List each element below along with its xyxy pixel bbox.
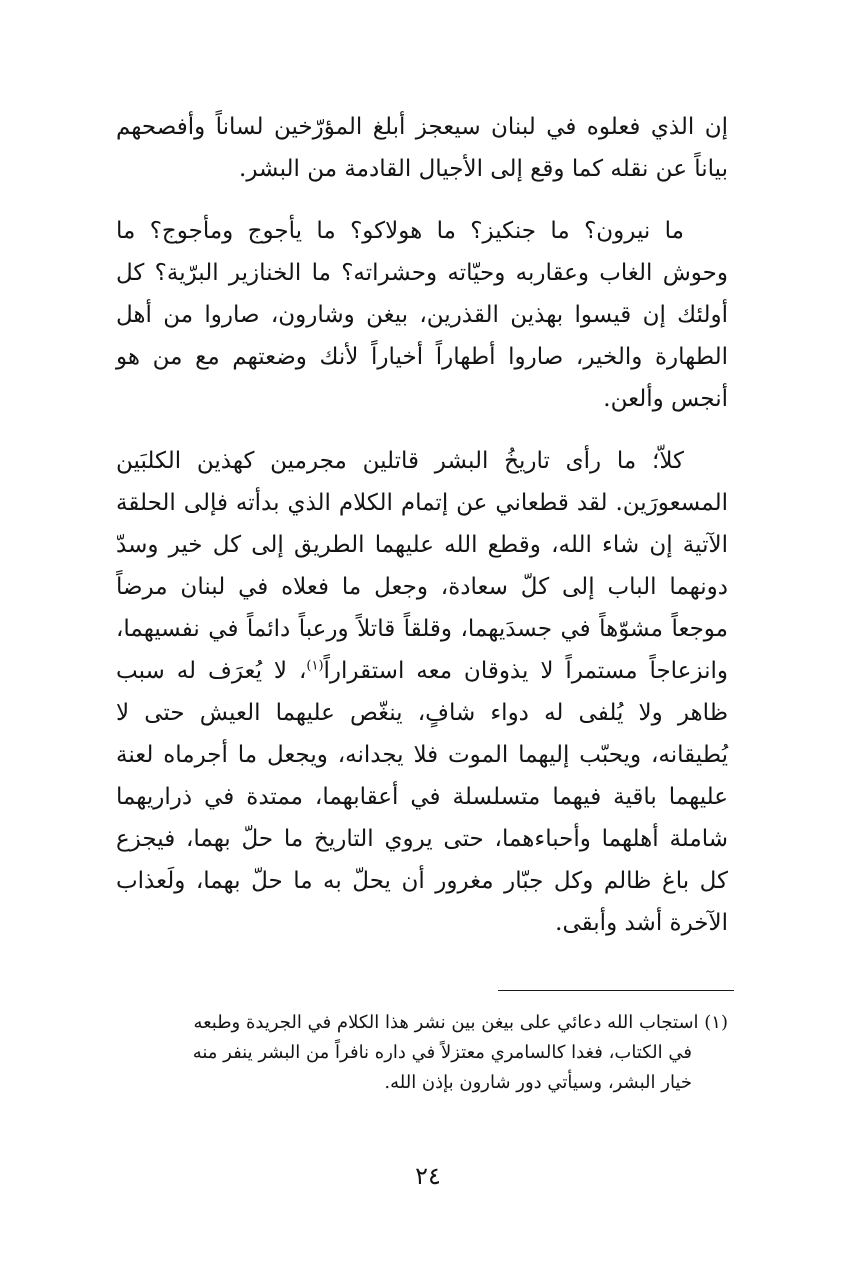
paragraph-3-part-1: كلاّ؛ ما رأى تاريخُ البشر قاتلين مجرمين كهذين الكلبَين المسعورَين. لقد قطعاني عن إتمام الكلام الذي بدأته فإلى الحلقة الآتية إن شاء الله، وقطع الله عليهما الطريق إلى كل خير وسدّ دونهما الباب إلى كلّ سعادة، وجعل ما فعلاه في لبنان مرضاً موجعاً مشوّهاً في جسدَيهما، وقلقاً قاتلاً ورعباً دائماً في نفسيهما، وانزعاجاً مستمراً لا يذوقان معه استقراراً: [116, 448, 728, 684]
main-text: [116, 106, 728, 964]
page-number: ٢٤: [415, 1162, 441, 1190]
footnote-separator: [498, 990, 734, 991]
footnote: [116, 1008, 728, 1098]
footnote-reference: (١): [306, 658, 324, 674]
footnote-line: (١) استجاب الله دعائي على بيغن بين نشر هذا الكلام في الجريدة وطبعه: [193, 1012, 728, 1033]
paragraph-3-part-2: ، لا يُعرَف له سبب ظاهر ولا يُلفى له دواء شافٍ، ينغّص عليهما العيش حتى لا يُطيقانه، ويحبّب إليهما الموت فلا يجدانه، ويجعل ما أجرماه لعنة عليهما باقية فيهما متسلسلة في أعقابهما، ممتدة في ذراريهما شاملة أهلهما وأحباءهما، حتى يروي التاريخ ما حلّ بهما، فيجزع كل باغ ظالم وكل جبّار مغرور أن يحلّ به ما حلّ بهما، ولَعذاب الآخرة أشد وأبقى.: [116, 658, 728, 936]
paragraph-3: [116, 440, 728, 944]
paragraph-2: ما نيرون؟ ما جنكيز؟ ما هولاكو؟ ما يأجوج ومأجوج؟ ما وحوش الغاب وعقاربه وحيّاته وحشراته؟ ما الخنازير البرّية؟ كل أولئك إن قيسوا بهذين القذرين، بيغن وشارون، صاروا من أهل الطهارة والخير، صاروا أطهاراً أخياراً لأنك وضعتهم مع من هو أنجس وألعن.: [116, 218, 728, 412]
paragraph-1: إن الذي فعلوه في لبنان سيعجز أبلغ المؤرّخين لساناً وأفصحهم بياناً عن نقله كما وقع إلى الأجيال القادمة من البشر.: [116, 114, 728, 182]
footnote-line: في الكتاب، فغدا كالسامري معتزلاً في داره نافراً من البشر ينفر منه: [192, 1042, 692, 1063]
footnote-line: خيار البشر، وسيأتي دور شارون بإذن الله.: [384, 1072, 692, 1093]
